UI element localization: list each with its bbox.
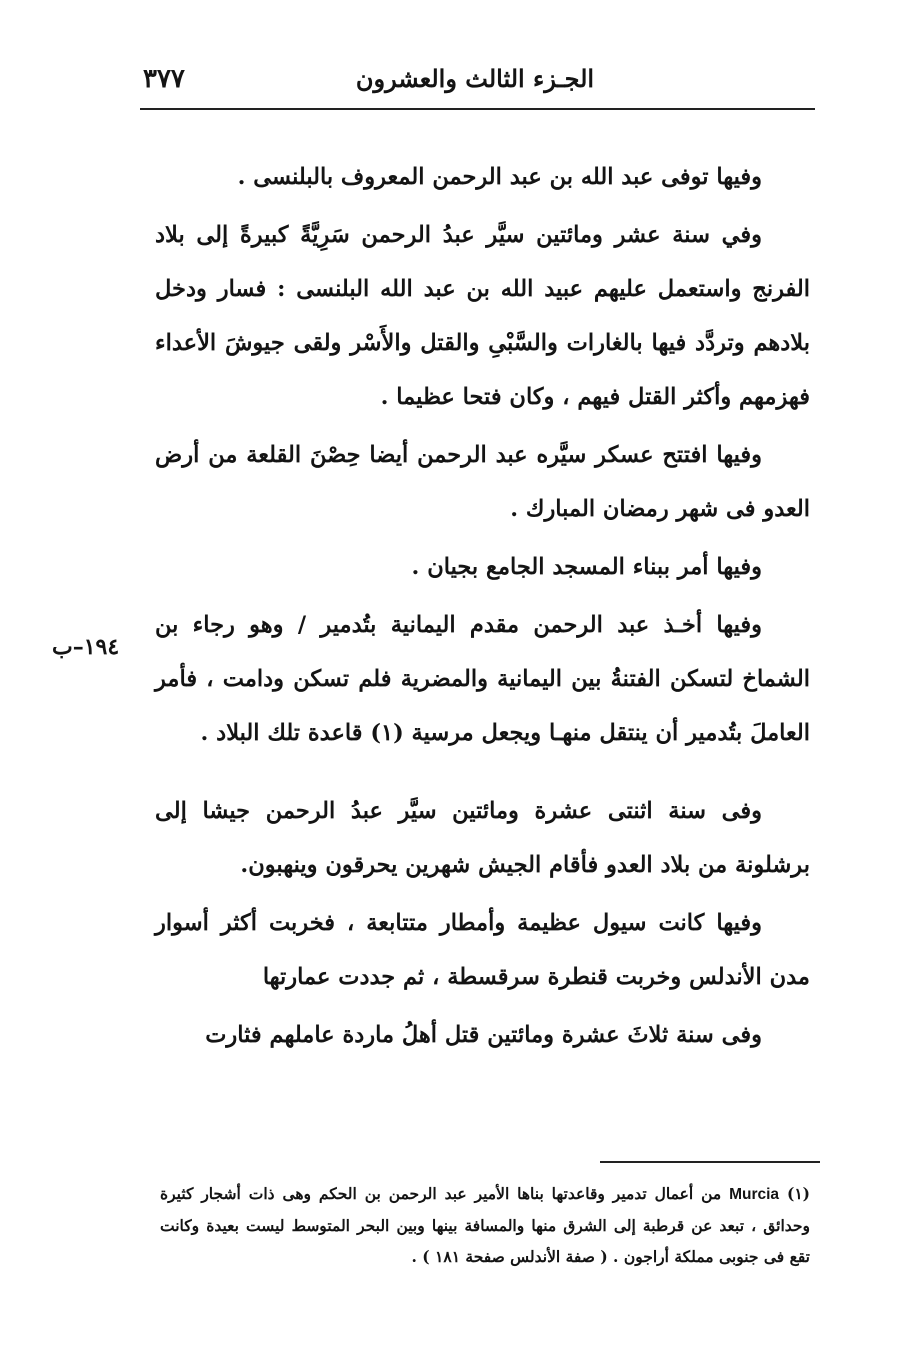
footnote: [160, 1178, 810, 1272]
margin-folio-note: ١٩٤–ب: [52, 634, 120, 660]
footnote-rule: [600, 1161, 820, 1163]
paragraph: وفيها افتتح عسكر سيَّره عبد الرحمن أيضا حِصْنَ القلعة من أرض العدو فى شهر رمضان المبارك .: [155, 442, 810, 522]
footnotes: [160, 1178, 810, 1272]
paragraph: وفيها توفى عبد الله بن عبد الرحمن المعروف بالبلنسى .: [237, 164, 762, 190]
paragraph: وفيها أمر ببناء المسجد الجامع بجيان .: [411, 554, 762, 580]
footnote-marker: (١): [786, 1184, 810, 1203]
header-rule: [140, 108, 815, 110]
paragraph: وفيها كانت سيول عظيمة وأمطار متتابعة ، فخربت أكثر أسوار مدن الأندلس وخربت قنطرة سرقسطة ، ثم جددت عمارتها: [155, 910, 810, 990]
running-title: الجـزء الثالث والعشرون: [355, 64, 595, 93]
paragraph: وفي سنة عشر ومائتين سيَّر عبدُ الرحمن سَرِيَّةً كبيرةً إلى بلاد الفرنج واستعمل عليهم عبيد الله بن عبد الله البلنسى : فسار ودخل بلادهم وتردَّد فيها بالغارات والسَّبْىِ والقتل والأَسْر ولقى جيوشَ الأعداء فهزمهم وأكثر القتل فيهم ، وكان فتحا عظيما .: [155, 222, 810, 410]
main-text: [155, 150, 810, 1062]
page-number: ٣٧٧: [143, 64, 185, 94]
footnote-latin-term: Murcia: [729, 1186, 780, 1203]
paragraph: وفيها أخـذ عبد الرحمن مقدم اليمانية بتُدمير / وهو رجاء بن الشماخ لتسكن الفتنةُ بين اليمانية والمضرية فلم تسكن ودامت ، فأمر العاملَ بتُدمير أن ينتقل منهـا ويجعل مرسية (١) قاعدة تلك البلاد .: [155, 612, 810, 746]
paragraph: وفى سنة اثنتى عشرة ومائتين سيَّر عبدُ الرحمن جيشا إلى برشلونة من بلاد العدو فأقام الجيش شهرين يحرقون وينهبون.: [155, 798, 810, 878]
footnote-text: من أعمال تدمير وقاعدتها بناها الأمير عبد الرحمن بن الحكم وهى ذات أشجار كثيرة وحدائق ، تبعد عن قرطبة إلى الشرق منها والمسافة بينها وبين البحر المتوسط ليست بعيدة وكانت تقع فى جنوبى مملكة أراجون . ( صفة الأندلس صفحة ١٨١ ) .: [160, 1184, 810, 1266]
paragraph: وفى سنة ثلاثَ عشرة ومائتين قتل أهلُ ماردة عاملهم فثارت: [205, 1022, 762, 1048]
